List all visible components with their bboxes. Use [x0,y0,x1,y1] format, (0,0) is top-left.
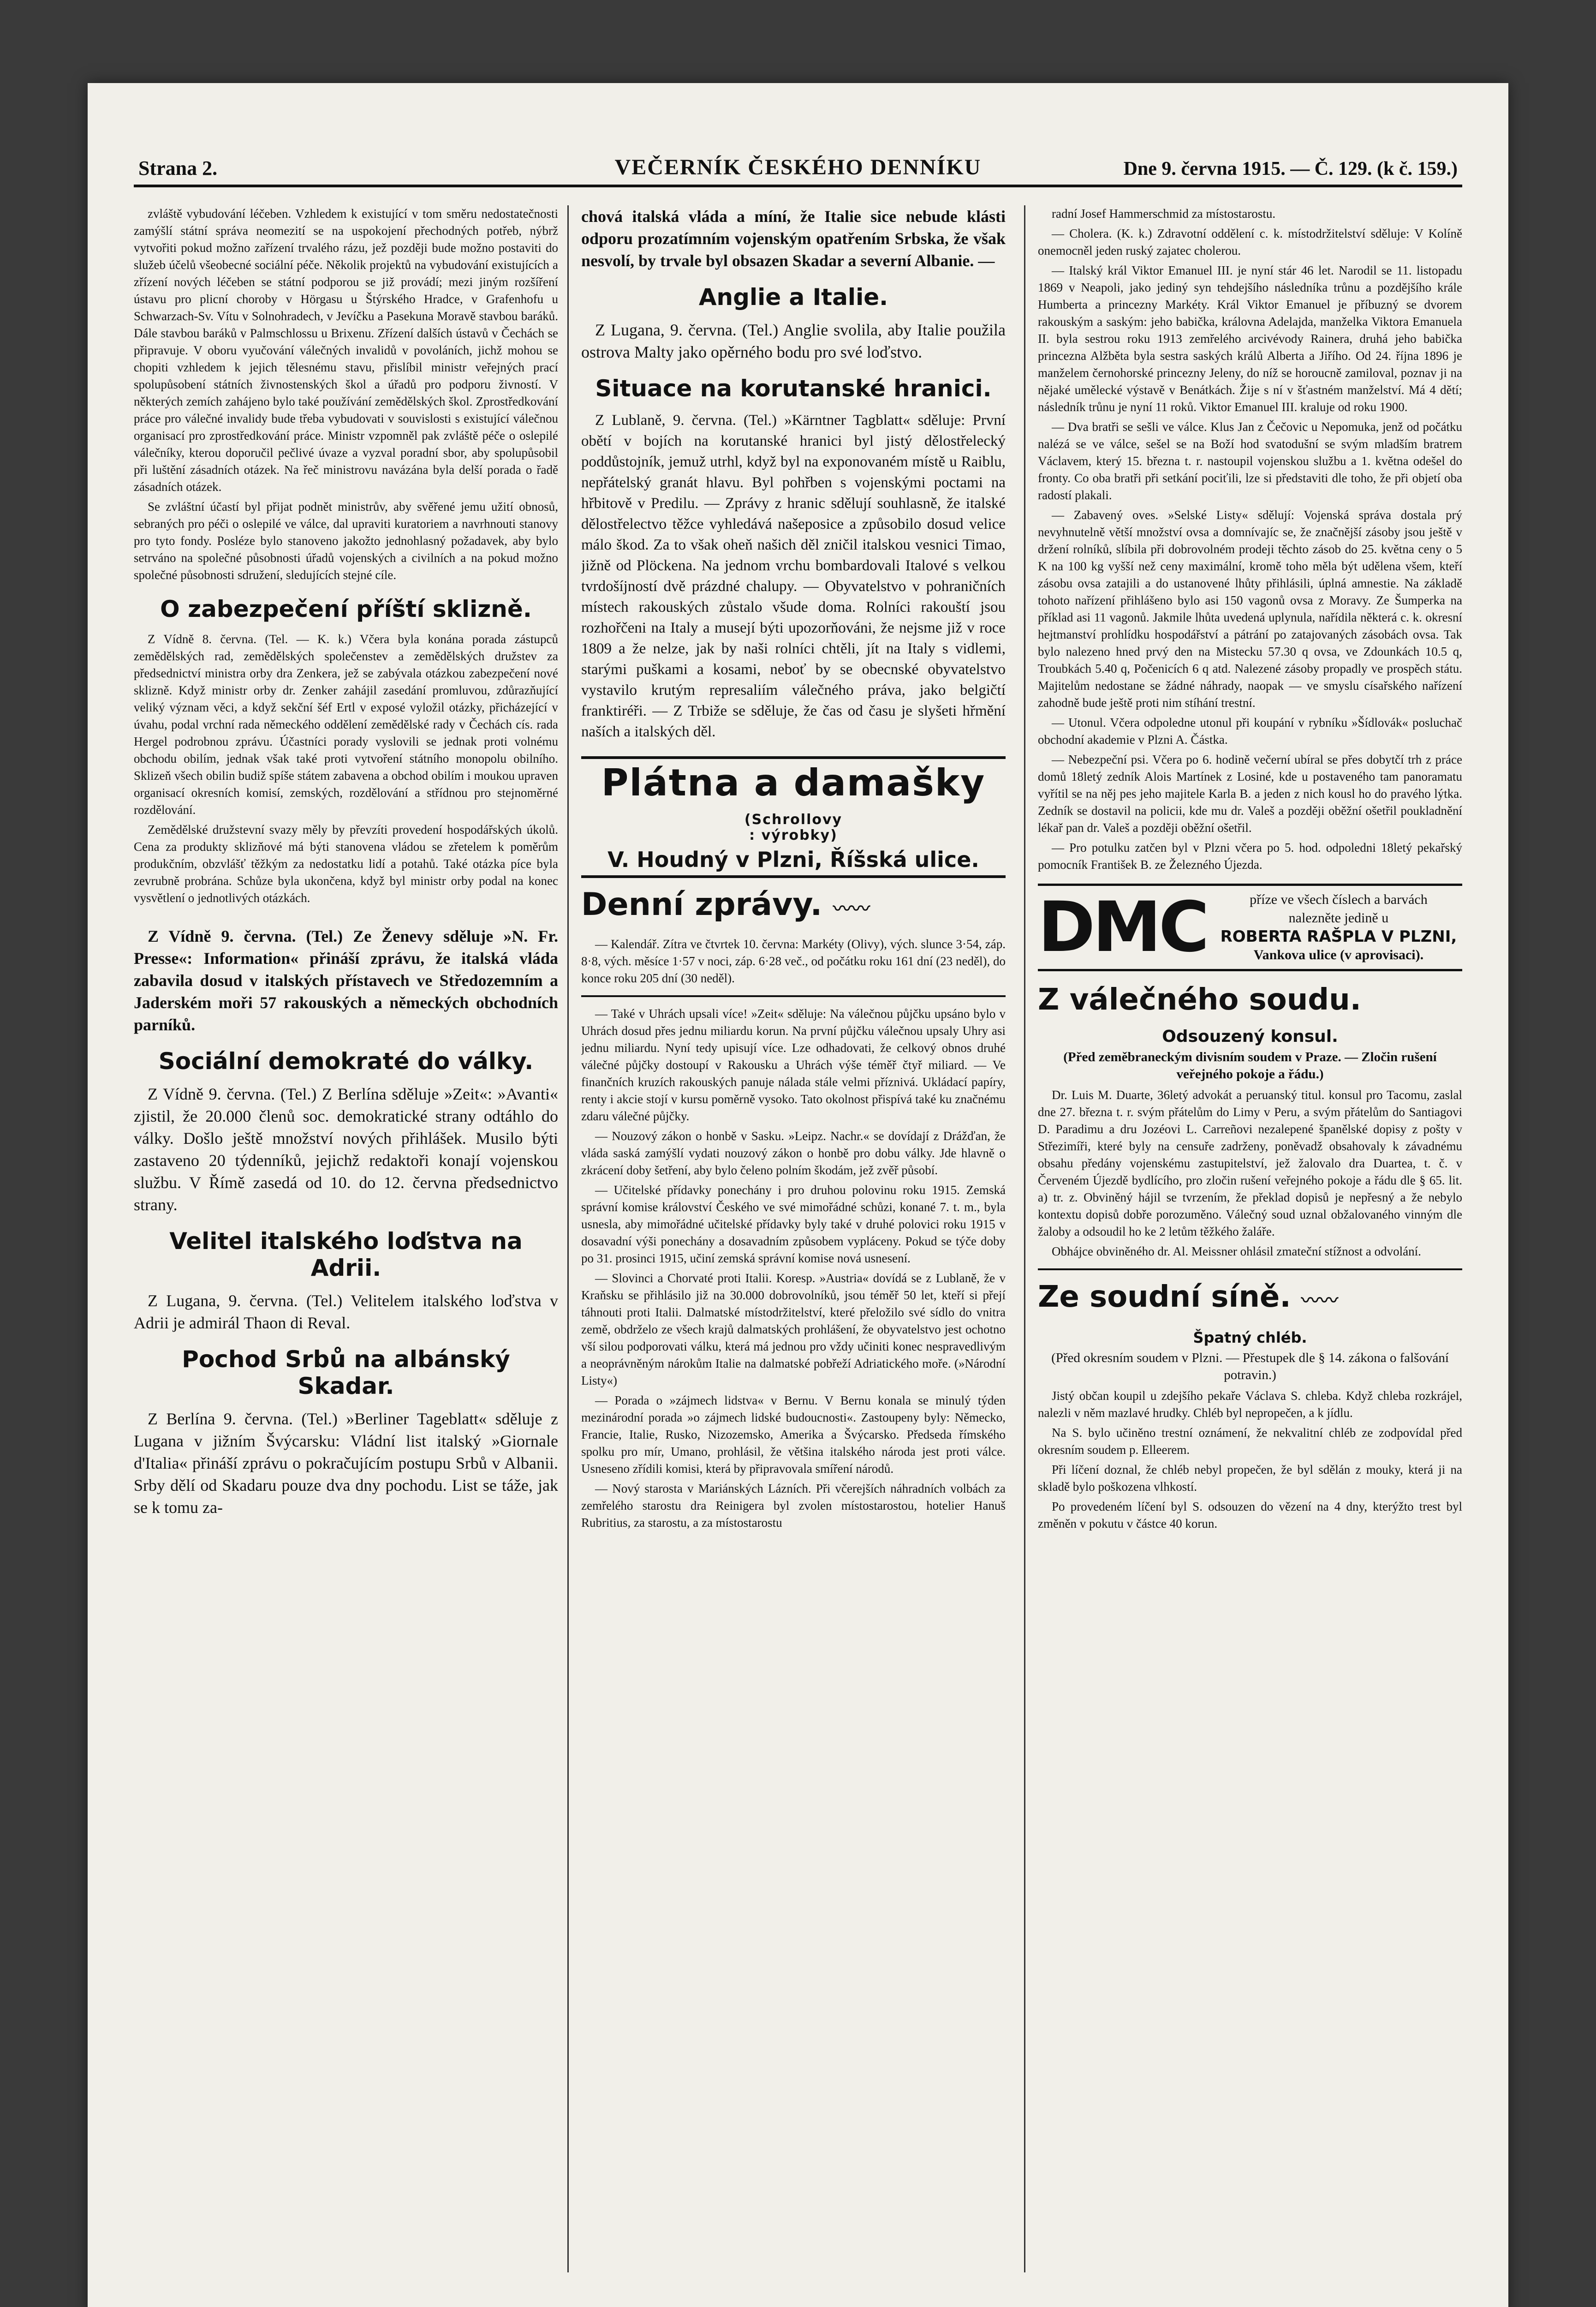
dmc-line-1: příze ve všech číslech a barvách [1250,892,1428,907]
news-item: — Italský král Viktor Emanuel III. je nyní stár 46 let. Narodil se 11. listopadu 1869 v Neapoli, jako jediný syn tehdejšího následníka trůnu a pozdějšího krále Humberta a princezny Markéty. Král Viktor Emanuel je příbuzný se dvorem rakouským a saským: jeho babička, královna Adelajda, manželka Viktora Emanuela II. byla sestrou roku 1913 zemřelého arcivévody Rainera, druhá jeho babička princezna Alžběta byla sestra saských králů Alberta a Jiřího. Od 24. října 1896 je manželem černohorské princezny Jeleny, do níž se horoucně zamiloval, poznav ji na nějaké umělecké výstavě v Benátkách. Žije s ní v šťastném manželství. Má 4 dětí; následník trůnu je nyní 11 roků. Viktor Emanuel III. kraluje od roku 1900. [1038,263,1462,414]
advertisement-dmc [1038,884,1462,971]
article-paragraph: zvláště vybudování léčeben. Vzhledem k existující v tom směru nedostatečnosti zamýšlí státní správa neomezití se na uspokojení přechodných potřeb, nýbrž vytvořiti pokud možno zařízení trvalého rázu, jež později bude možno postaviti do služeb účelů všeobecné sociální péče. Několik projektů na vybudování existujících a zřízení nových léčeben se státní podporou se již provádí; mezi jiným rozšíření ústavu pro plicní choroby v Hörgasu u Štýrského Hradce, v Grafenhofu u Schwarzach-Sv. Vítu v Solnohradech, v Jevíčku a Pasekuna Moravě stavbou baráků. Dále stavbou baráků v Palmschlossu u Brixenu. Zřízení dalších ústavů v Čechách se připravuje. V oboru vyučování válečných invalidů v povoláních, jichž mohou se chopiti vzhledem k jejich tělesnému stavu, přislíbil ministr veřejných prací spolupůsobení státních živnostenských škol a úřadů pro podporu živností. V některých zemích zahájeno bylo také používání zemědělských škol. Zprostředkování práce pro válečné invalidy bude třeba vybudovati v souvislosti s existující válečnou organisací pro zprostředkování práce. Ministr vzpomněl pak zvláště péče o oslepilé válečníky, kterou doporučil pečlivé úvaze a vyzval poradní sbor, aby spolupůsobil při luštění zásadních otázek. Na řeč ministrovu navázána byla delší porada o řadě zásadních otázek. [134,207,558,494]
newspaper-title: VEČERNÍK ČESKÉHO DENNÍKU [614,155,982,179]
article-paragraph: Obhájce obviněného dr. Al. Meissner ohlásil zmateční stížnost a odvolání. [1052,1244,1421,1258]
article-paragraph: Se zvláštní účastí byl přijat podnět ministrův, aby svěřené jemu užití obnosů, sebraných pro péči o oslepilé ve válce, dal upraviti kuratoriem a navrhnouti stanovy pro tyto fondy. Posléze bylo stanoveno jakožto jednohlasný požadavek, aby bylo setrváno na společné působnosti úřadů vojenských a civilních a na pokud možno společné působnosti sdružení, sledujících stejné cíle. [134,500,558,582]
dmc-line-2: nalezněte jedině u [1288,910,1389,926]
ad-title: Plátna a damašky [601,761,986,804]
headline-fleet: Velitel italského loďstva na Adrii. [169,1228,523,1281]
issue-date: Dne 9. června 1915. — Č. 129. (k č. 159.) [1123,158,1458,179]
news-item: — Nouzový zákon o honbě v Sasku. »Leipz. Nachr.« se dovídají z Drážďan, že vláda saská zamýšlí vydati nouzový zákon o honbě pro dobu války. Jde hlavně o zkrácení doby šetření, aby bylo čeleno polním škodám, jež zvěř působí. [581,1129,1006,1177]
article-paragraph: Při líčení doznal, že chléb nebyl propečen, že byl sdělán z mouky, která ji na skladě bylo poškozena vlhkostí. [1038,1463,1462,1494]
ad-paren-1: (Schrollovy [744,812,843,828]
headline-serbs: Pochod Srbů na albánský Skadar. [182,1346,510,1399]
news-item: — Porada o »zájmech lidstva« v Bernu. V Bernu konala se minulý týden mezinárodní porada »o zájmech lidské budoucnosti«. Zastoupeny byly: Německo, Francie, Italie, Rusko, Nizozemsko, Amerika a Švýcarsko. Předseda římského spolku pro mír, Umano, prohlásil, že většina italského národa jest proti válce. Usneseno zřídili komisi, která by připravovala smíření národů. [581,1393,1006,1476]
dmc-logo: DMC [1038,887,1207,968]
news-item: — Pro potulku zatčen byl v Plzni včera po 5. hod. odpoledni 18letý pekařský pomocník František B. ze Železného Újezda. [1038,841,1462,872]
news-item: — Nebezpeční psi. Včera po 6. hodině večerní ubíral se přes dobytčí trh z práce domů 18letý zedník Alois Martínek z Losiné, kde u postaveného tam panoramatu vyřítil se na něj pes jeho majitele Karla B. a jeden z nich kousl ho do pravého lýtka. Zedník se dostavil na policii, kde mu dr. Valeš a později oběžní ošetřil poukladnění lékař pan dr. Valeš a později oběžní ošetřil. [1038,753,1462,835]
news-item: — Nový starosta v Mariánských Lázních. Při včerejších náhradních volbách za zemřelého starostu dra Reinigera byl zvolen místostarostou, hotelier Hanuš Rubritius, za starostu, a za místostarostu [581,1482,1006,1530]
headline-socdem: Sociální demokraté do války. [158,1048,534,1075]
headline-carinthia: Situace na korutanské hranici. [595,375,992,402]
hall-subheadline: Špatný chléb. [1193,1329,1307,1346]
court-subheadline: Odsouzený konsul. [1162,1027,1338,1046]
article-carinthia: Z Lublaně, 9. června. (Tel.) »Kärntner Tagblatt« sděluje: První obětí v bojích na korutanské hranici byl jistý dělostřelecký poddůstojník, jemuž utrhl, když byl na exponovaném místě u Raiblu, nepřátelský granát hlavu. Byl pohřben s vojenskými poctami na hřbitově v Predilu. — Zprávy z hranic sdělují souhlasně, že italské dělostřelectvo těžce vyhledává našeposice a způsobilo dosud velice málo škod. Za to však oheň našich děl zničil italskou vesnici Timao, jižně od Plöckena. Na jednom vrchu bombardovali Italové s velkou tvrdošíjností dvě prázdné chalupy. — Obyvatelstvo v pohraničních místech rakouských zůstalo všude doma. Rolníci rakouští jsou rozhořčeni na Italy a musejí býti upozorňováni, že nejsme již v roce 1809 a že nelze, jak by naši rolníci chtěli, jít na Italy s vidlemi, starými puškami a kosami, neboť by se obecnské obyvatelstvo vystavilo krutým represaliím válečného práva, jako belgičtí franktiréři. — Z Trbiže se sděluje, že čas od času je slyšeti hřmění naších a italských děl. [581,412,1006,740]
news-item: — Slovinci a Chorvaté proti Italii. Koresp. »Austria« dovídá se z Lublaně, že v Kraňsku se přihlásilo již na 30.000 dobrovolníků, jsou téměř 50 let, kteří si přejí táhnouti proti Italii. Dalmatské místodržitelství, které přeložilo své sídlo do vnitra země, obdrželo ze všech krajů dalmatských prohlášení, že obyvatelstvo jest ochotno vší silou podporovati válku, která má jednou pro vždy učiniti konec nespravedlivým a neoprávněným nárokům Italie na dalmatské pobřeží Adriatického moře. (»Národní Listy«) [581,1271,1006,1387]
wave-ornament: 〰〰 [1301,1290,1338,1311]
newspaper-page [88,83,1508,2307]
article-fleet: Z Lugana, 9. června. (Tel.) Velitelem italského loďstva v Adrii je admirál Thaon di Reval. [134,1291,558,1332]
news-item: — Utonul. Včera odpoledne utonul při koupání v rybníku »Šídlovák« posluchač obchodní akademie v Plzni A. Částka. [1038,716,1462,747]
article-serbs: Z Berlína 9. června. (Tel.) »Berliner Tageblatt« sděluje z Lugana v jižním Švýcarsku: Vládní list italský »Giornale d'Italia« přináší zprávu o pokračujícím postupu Srbů v Albanii. Srby dělí od Skadaru pouze dva dny pochodu. List se táže, jak se k tomu za- [134,1410,558,1517]
headline-court: Z válečného soudu. [1038,983,1361,1017]
ad-address: V. Houdný v Plzni, Říšská ulice. [607,847,979,872]
advertisement-houdny [581,756,1006,878]
article-england: Z Lugana, 9. června. (Tel.) Anglie svolila, aby Italie použila ostrova Malty jako opěrného bodu pro své loďstvo. [581,321,1006,361]
headline-harvest: O zabezpečení příští sklizně. [160,596,532,622]
article-continued: chová italská vláda a míní, že Italie sice nebude klásti odporu prozatímním vojenským opatřením Srbska, že však nesvolí, by trvale byl obsazen Skadar a severní Albanie. — [581,207,1006,270]
article-paragraph: Dr. Luis M. Duarte, 36letý advokát a peruanský titul. konsul pro Tacomu, zaslal dne 27. března t. r. svým přátelům do Limy v Peru, a svým přátelům do Santiagovi D. Paradimu a dru Jozéovi L. Carreñovi nezalepené španělské dopisy z pošty v Střezimíři, které byly na censuře zadrženy, poněvadž obsahovaly k závadnému obsahu předány vojenskému zastupitelství, jež žalovalo dra Duartea, t. č. v Červeném Újezdě bydlícího, pro zločin rušení veřejného pokoje a řádu dle § 65. lit. a) tr. z. Obviněný hájil se tvrzením, že překlad dopisů je nepřesný a že nebylo kontextu dopisů dobře porozuměno. Válečný soud uznal obžalovaného vinným dle žaloby a odsoudil ho ke 2 letům těžkého žaláře. [1038,1088,1462,1238]
headline-court-hall [1038,1279,1462,1319]
headline-england: Anglie a Italie. [698,284,888,311]
article-geneva: Z Vídně 9. června. (Tel.) Ze Ženevy sděluje »N. Fr. Presse«: Information« přináší zprávu, že italská vláda zabavila dosud v italských přístavech ve Středozemním a Jaderském moři 57 rakouských a německých obchodních parníků. [134,927,558,1034]
ad-paren-2: : výrobky) [749,827,838,844]
page-number: Strana 2. [138,157,218,179]
dmc-line-3: ROBERTA RAŠPLA V PLZNI, [1220,927,1457,946]
news-item: radní Josef Hammerschmid za místostarostu. [1052,207,1276,221]
hall-subheadline-2: (Před okresním soudem v Plzni. — Přestupek dle § 14. zákona o falšování potravin.) [1051,1351,1449,1382]
divider [581,995,1006,997]
column-2 [581,205,1006,2272]
column-rule [1024,205,1025,2272]
section-title: Ze soudní síně. [1038,1280,1291,1314]
article-paragraph: Jistý občan koupil u zdejšího pekaře Václava S. chleba. Když chleba rozkrájel, nalezli v něm mazlavé hrudky. Chléb byl nepropečen, a k jídlu. [1038,1389,1462,1420]
column-rule [567,205,569,2272]
court-subheadline-2: (Před zeměbraneckým divisním soudem v Praze. — Zločin rušení veřejného pokoje a řádu.) [1063,1050,1437,1082]
dmc-line-4: Vankova ulice (v aprovisaci). [1253,947,1424,962]
news-item: — Učitelské přídavky ponechány i pro druhou polovinu roku 1915. Zemská správní komise království Českého ve své mimořádné schůzi, konané 7. t. m., byla usnesla, aby mimořádné učitelské přídavky byly také v druhé polovici roku 1915 v dosavadní výši ponechány a dosavadním způsobem vypláceny. Pokud se týče doby po 31. prosinci 1915, učiní zemská správní komise nová usnesení. [581,1183,1006,1265]
news-item: — Kalendář. Zítra ve čtvrtek 10. června: Markéty (Olivy), vých. slunce 3·54, záp. 8·8, vých. měsíce 1·57 v noci, záp. 6·28 več., od počátku roku 161 dní (23 neděl), do konce roku 205 dní (30 neděl). [581,937,1006,985]
divider [1038,1268,1462,1270]
article-paragraph: Zemědělské družstevní svazy měly by převzíti provedení hospodářských úkolů. Cena za produkty sklizňové má býti stanovena vládou se zřetelem k poměrům produkčním, obzvlášť těžkým za nedostatku lidí a potahů. Také otázka píce byla zevrubně probrána. Schůze byla ukončena, když byl ministr orby podal na konec vysvětlení o jednotlivých otázkách. [134,823,558,905]
article-paragraph: Po provedeném líčení byl S. odsouzen do vězení na 4 dny, kterýžto trest byl změněn v pokutu v částce 40 korun. [1038,1500,1462,1530]
news-item: — Také v Uhrách upsali více! »Zeit« sděluje: Na válečnou půjčku upsáno bylo v Uhrách dosud přes jednu miliardu korun. Na první půjčku válečnou upsaly Uhry asi jednu miliardu. Nyní tedy upisují více. Lze odhadovati, že celkový obnos druhé válečné půjčky dostoupí v Rakousku a Uhrách výše téměř čtyř miliard. — Ve finančních kruzích rakouských panuje nálada stále velmi příznivá. Ukládací papíry, renty i akcie stojí v kursu poměrně vysoko. Tato okolnost přispívá také ku značnému zdaru válečné půjčky. [581,1007,1006,1123]
masthead [134,143,1462,187]
column-3 [1038,205,1462,2272]
news-item: — Dva bratři se sešli ve válce. Klus Jan z Čečovic u Nepomuka, jenž od počátku nalézá se ve válce, sešel se na Boží hod svatodušní se svým mladším bratrem Václavem, který 15. března t. r. nastoupil vojenskou službu a 1. května odešel do fronty. Co oba bratři při setkání pociťili, lze si představiti dle toho, že při objetí oba radostí plakali. [1038,420,1462,502]
article-socdem: Z Vídně 9. června. (Tel.) Z Berlína sděluje »Zeit«: »Avanti« zjistil, že 20.000 členů soc. demokratické strany odtáhlo do války. Došlo ještě množství nových přihlášek. Musilo býti zastaveno 20 týdenníků, jejichž redaktoři konají vojenskou službu. V Římě zasedá od 10. do 12. června předsednictvo strany. [134,1085,558,1214]
headline-daily-news [581,886,1006,927]
article-paragraph: Na S. bylo učiněno trestní oznámení, že nekvalitní chléb ze zodpovídal před okresním soudem p. Elleerem. [1038,1426,1462,1457]
column-1 [134,205,558,2272]
article-paragraph: Z Vídně 8. června. (Tel. — K. k.) Včera byla konána porada zástupců zemědělských rad, zemědělských společenstev a zemědělských družstev za předsednictví ministra orby dra Zenkera, jež se zabývala otázkou zabezpečení nové sklizně. Když ministr orby dr. Zenker zahájil zasedání promluvou, zdůrazňující veliký význam věci, a když sekční šéf Ertl v exposé vyložil otázky, přicházející v úvahu, podal vrchní rada německého oddělení zemědělské rady v Čechách cís. rada Hergel podrobnou zprávu. Účastníci porady vyslovili se jednak proti volnému obchodu obilím, jednak však také proti vytvoření státního monopolu obilního. Sklizeň všech obilin budiž spíše státem zabavena a obchod obilím i moukou upraven organisací okresních komisí, zemských, rozdělování a střídnou pro stejnoměrné rozdělování. [134,632,558,817]
news-item: — Cholera. (K. k.) Zdravotní oddělení c. k. místodržitelství sděluje: V Kolíně onemocněl jeden ruský zajatec cholerou. [1038,227,1462,257]
section-title: Denní zprávy. [581,886,822,923]
wave-ornament: 〰〰 [833,898,870,920]
news-item: — Zabavený oves. »Selské Listy« sdělují: Vojenská správa dostala prý nevyhnutelně větší množství ovsa a domnívajíc se, že značnější zásoby jsou ještě v držení rolníků, slíbila při dobrovolném prodeji těchto zásob do 25. května ceny o 5 K na 100 kg vyšší než ceny maximální, kromě toho měla být udělena všem, kteří zásobu ovsa zatajili a do ustanovené lhůty přihlásili, úplná amnestie. Na základě tohoto nařízení přihlášeno bylo asi 150 vagonů ovsa z Moravy. Ze Šumperka na příklad asi 11 vagonů. Jakmile lhůta uvedená uplynula, nařídila některá c. k. okresní hejtmanství prohlídku hospodářství a pátrání po zatajovaných zásobách ovsa. Tak bylo nalezeno hned prvý den na Mistecku 57.30 q ovsa, ve Zdounkách 10.5 q, Troubkách 5.40 q, Počenicích 6 q atd. Nalezené zásoby propadly ve prospěch státu. Majitelům nedostane se žádné náhrady, naopak — ve smyslu císařského nařízení zahodně bude ještě proti nim stíhání trestní. [1038,508,1462,710]
